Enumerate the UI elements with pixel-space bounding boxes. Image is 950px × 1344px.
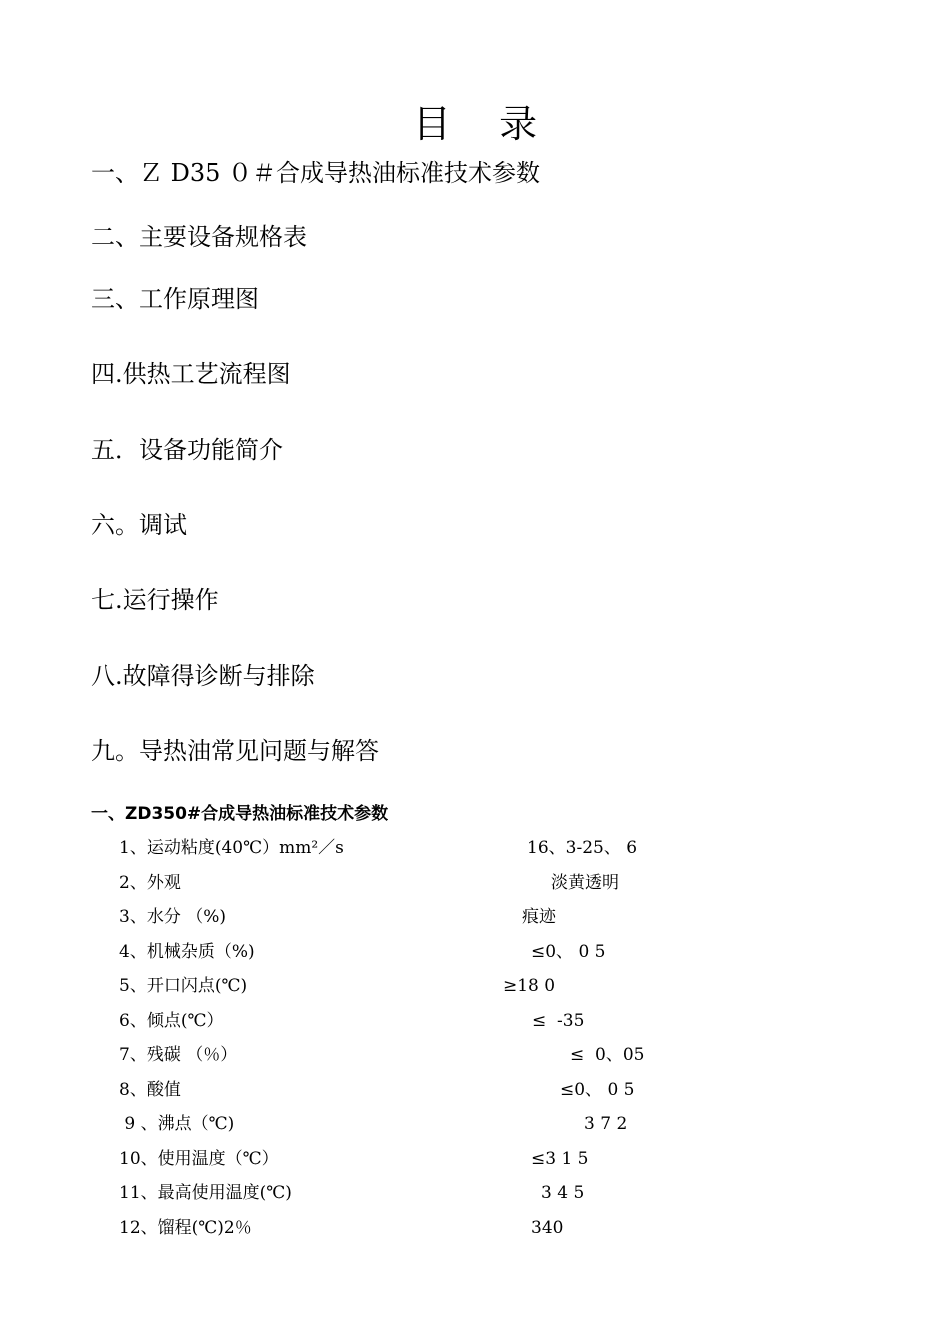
param-name: 3、水分 （%): [119, 907, 227, 927]
param-value: 3 4 5: [541, 1183, 585, 1203]
section-heading: 一、ZD350#合成导热油标准技术参数: [91, 804, 389, 824]
toc-item-5: 五．设备功能简介: [91, 436, 283, 464]
param-name: 1、运动粘度(40℃）mm²／s: [119, 838, 344, 858]
toc-item-9: 九。导热油常见问题与解答: [91, 737, 379, 765]
param-value: ≤3 1 5: [531, 1149, 589, 1169]
toc-item-7: 七.运行操作: [91, 586, 219, 614]
param-value: 340: [531, 1218, 564, 1238]
param-name: 8、酸值: [119, 1080, 181, 1100]
param-value: 3 7 2: [584, 1114, 628, 1134]
param-name: 9 、沸点（℃): [119, 1114, 235, 1134]
param-name: 5、开口闪点(℃): [119, 976, 248, 996]
toc-item-6: 六。调试: [91, 511, 187, 539]
param-value: ≤0、 0 5: [560, 1080, 635, 1100]
param-name: 10、使用温度（℃）: [119, 1149, 279, 1169]
param-value: 16、3-25、 6: [527, 838, 638, 858]
param-name: 2、外观: [119, 873, 181, 893]
param-name: 6、倾点(℃）: [119, 1011, 224, 1031]
param-value: ≥18 0: [503, 976, 556, 996]
param-name: 7、残碳 （％）: [119, 1045, 238, 1065]
toc-item-4: 四.供热工艺流程图: [91, 360, 291, 388]
param-name: 4、机械杂质（%): [119, 942, 255, 962]
param-value: 痕迹: [522, 907, 556, 927]
toc-item-3: 三、工作原理图: [91, 285, 259, 313]
param-value: ≤ -35: [532, 1011, 585, 1031]
param-name: 12、馏程(℃)2％: [119, 1218, 252, 1238]
param-value: ≤ 0、05: [570, 1045, 645, 1065]
page-title: 目 录: [412, 102, 538, 146]
param-value: 淡黄透明: [551, 873, 619, 893]
param-name: 11、最高使用温度(℃): [119, 1183, 292, 1203]
toc-item-8: 八.故障得诊断与排除: [91, 662, 315, 690]
param-value: ≤0、 0 5: [531, 942, 606, 962]
toc-item-2: 二、主要设备规格表: [91, 223, 307, 251]
toc-item-1: 一、Ｚ D35 ０＃合成导热油标准技术参数: [91, 159, 541, 187]
